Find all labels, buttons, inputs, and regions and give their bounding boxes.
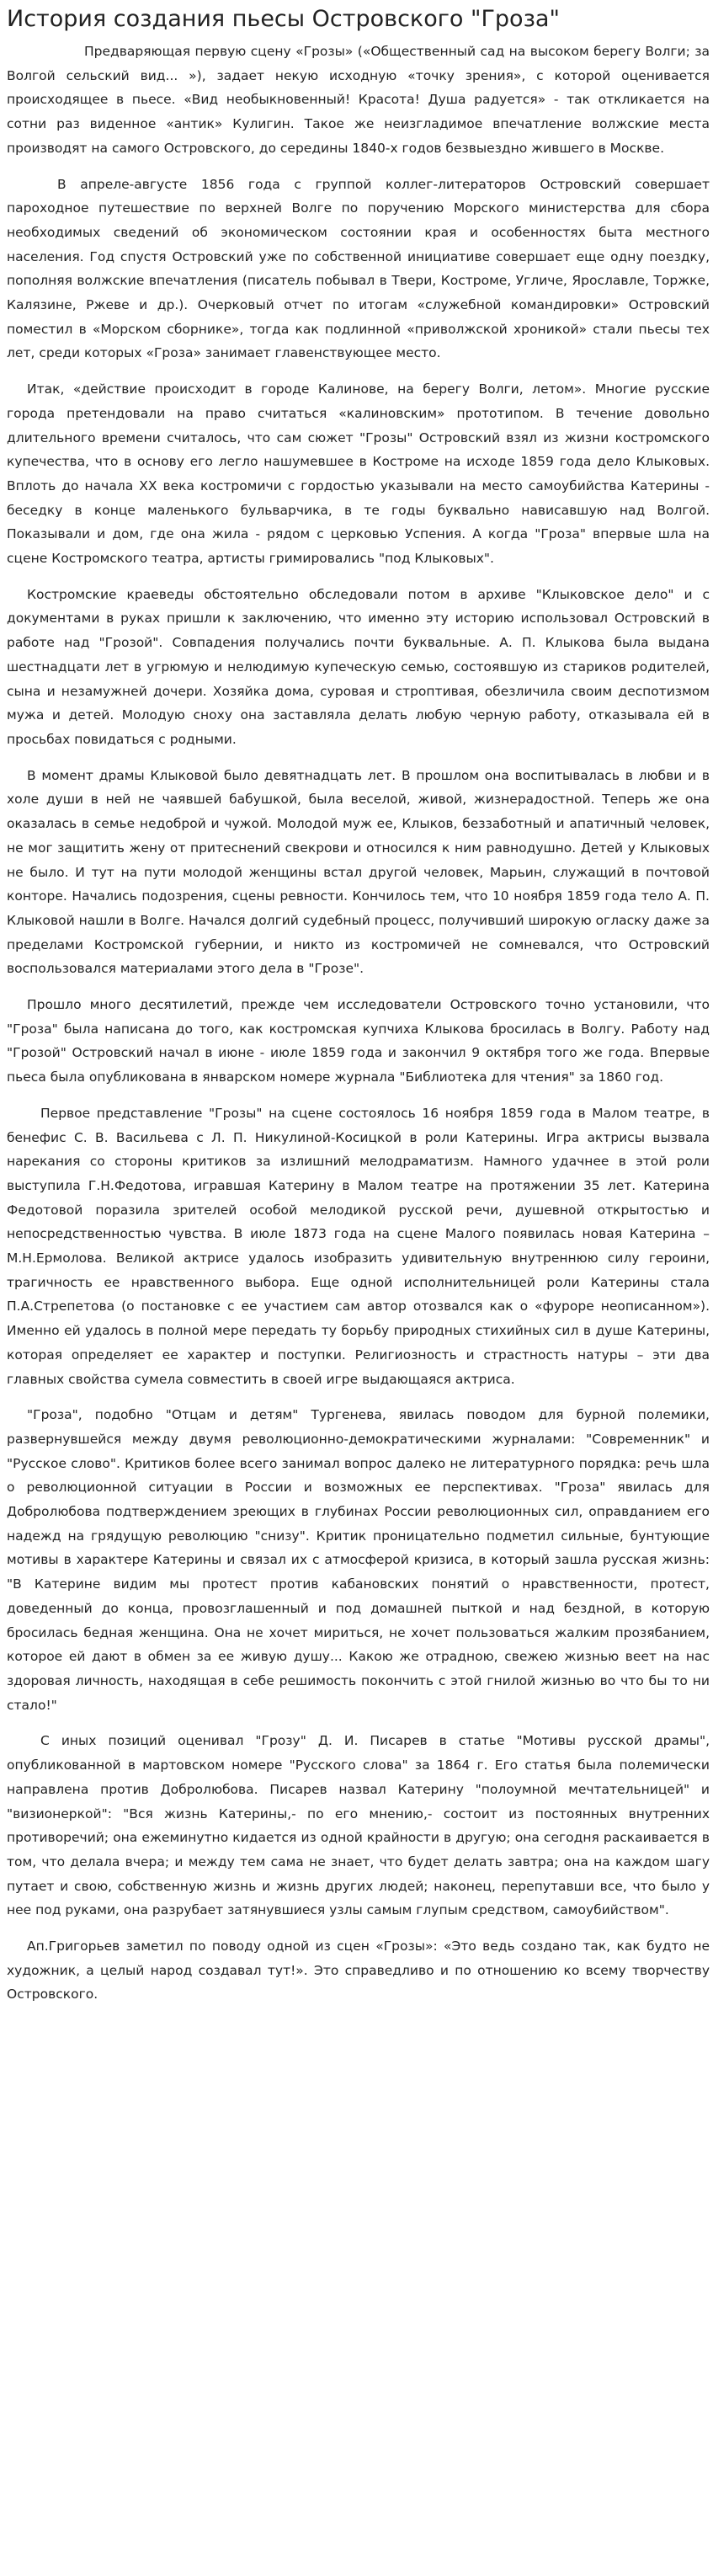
paragraph-klykova-drama: В момент драмы Клыковой было девятнадцать лет. В прошлом она воспитывалась в любви и в холе души в ней не чаявшей бабушкой, была веселой, живой, жизнерадостной. Теперь же она оказалась в семье недоброй и чужой. Молодой муж ее, Клыков, беззаботный и апатичный человек, не мог защитить жену от притеснений свекрови и относился к ним равнодушно. Детей у Клыковых не было. И тут на пути молодой женщины встал другой человек, Марьин, служащий в почтовой конторе. Начались подозрения, сцены ревности. Кончилось тем, что 10 ноября 1859 года тело А. П. Клыковой нашли в Волге. Начался долгий судебный процесс, получивший широкую огласку даже за пределами Костромской губернии, и никто из костромичей не сомневался, что Островский воспользовался материалами этого дела в "Грозе". — [7, 767, 710, 977]
paragraph-kalinov: Итак, «действие происходит в городе Калинове, на берегу Волги, летом». Многие русские города претендовали на право считаться «калиновским» прототипом. В течение довольно длительного времени считалось, что сам сюжет "Грозы" Островский взял из жизни костромского купечества, что в основу его легло нашумевшее в Костроме на исходе 1859 года дело Клыковых. Вплоть до начала XX века костромичи с гордостью указывали на место самоубийства Катерины - беседку в конце маленького бульварчика, в те годы буквально нависавшую над Волгой. Показывали и дом, где она жила - рядом с церковью Успения. А когда "Гроза" впервые шла на сцене Костромского театра, артисты гримировались "под Клыковых". — [7, 381, 710, 567]
article-title: История создания пьесы Островского "Гроза" — [7, 6, 560, 32]
paragraph-grigoriev: Ап.Григорьев заметил по поводу одной из сцен «Грозы»: «Это ведь создано так, как будто не художник, а целый народ создавал тут!». Это справедливо и по отношению ко всему творчеству Островского. — [7, 1939, 710, 2003]
paragraph-pisarev: С иных позиций оценивал "Грозу" Д. И. Писарев в статье "Мотивы русской драмы", опубликованной в мартовском номере "Русского слова" за 1864 г. Его статья была полемически направлена против Добролюбова. Писарев назвал Катерину "полоумной мечтательницей" и "визионеркой": "Вся жизнь Катерины,- по его мнению,- состоит из постоянных внутренних противоречий; она ежеминутно кидается из одной крайности в другую; она сегодня раскаивается в том, что делала вчера; и между тем сама не знает, что будет делать завтра; она на каждом шагу путает и свою, собственную жизнь и жизнь других людей; наконец, перепутавши все, что было у нее под руками, она разрубает затянувшиеся узлы самым глупым средством, самоубийством". — [7, 1733, 710, 1918]
paragraph-writing-dates: Прошло много десятилетий, прежде чем исследователи Островского точно установили, что "Гроза" была написана до того, как костромская купчиха Клыкова бросилась в Волгу. Работу над "Грозой" Островский начал в июне - июле 1859 года и закончил 9 октября того же года. Впервые пьеса была опубликована в январском номере журнала "Библиотека для чтения" за 1860 год. — [7, 997, 710, 1085]
paragraph-intro: Предваряющая первую сцену «Грозы» («Общественный сад на высоком берегу Волги; за Волгой сельский вид... »), задает некую исходную «точку зрения», с которой оценивается происходящее в пьесе. «Вид необыкновенный! Красота! Душа радуется» - так откликается на сотни раз виденное «антик» Кулигин. Такое же неизгладимое впечатление волжские места производят на самого Островского, до середины 1840-х годов безвыездно жившего в Москве. — [7, 44, 710, 156]
paragraph-volga-trip: В апреле-августе 1856 года с группой коллег-литераторов Островский совершает пароходное путешествие по верхней Волге по поручению Морского министерства для сбора необходимых сведений об экономическом состоянии края и особенностях быта местного населения. Год спустя Островский уже по собственной инициативе совершает еще одну поездку, пополняя волжские впечатления (писатель побывал в Твери, Костроме, Угличе, Ярославле, Торжке, Калязине, Ржеве и др.). Очерковый отчет по итогам «служебной командировки» Островский поместил в «Морском сборнике», тогда как подлинной «приволжской хроникой» стали пьесы тех лет, среди которых «Гроза» занимает главенствующее место. — [7, 176, 710, 361]
paragraph-klykov-case: Костромские краеведы обстоятельно обследовали потом в архиве "Клыковское дело" и с документами в руках пришли к заключению, что именно эту историю использовал Островский в работе над "Грозой". Совпадения получались почти буквальные. А. П. Клыкова была выдана шестнадцати лет в угрюмую и нелюдимую купеческую семью, состоявшую из стариков родителей, сына и незамужней дочери. Хозяйка дома, суровая и строптивая, обезличила своим деспотизмом мужа и детей. Молодую сноху она заставляла делать любую черную работу, отказывала ей в просьбах повидаться с родными. — [7, 586, 710, 747]
paragraph-polemics: "Гроза", подобно "Отцам и детям" Тургенева, явилась поводом для бурной полемики, развернувшейся между двумя революционно-демократическими журналами: "Современник" и "Русское слово". Критиков более всего занимал вопрос далеко не литературного порядка: речь шла о революционной ситуации в России и возможных ее перспективах. "Гроза" явилась для Добролюбова подтверждением зреющих в глубинах России революционных сил, оправданием его надежд на грядущую революцию "снизу". Критик проницательно подметил сильные, бунтующие мотивы в характере Катерины и связал их с атмосферой кризиса, в который зашла русская жизнь: "В Катерине видим мы протест против кабановских понятий о нравственности, протест, доведенный до конца, провозглашенный и под домашней пыткой и над бездной, в которую бросилась бедная женщина. Она не хочет мириться, не хочет пользоваться жалким прозябанием, которое ей дают в обмен за ее живую душу... Какою же отрадною, свежею жизнью веет на нас здоровая личность, находящая в себе решимость покончить с этой гнилой жизнью во что бы то ни стало!" — [7, 1407, 710, 1713]
paragraph-first-performance: Первое представление "Грозы" на сцене состоялось 16 ноября 1859 года в Малом театре, в бенефис С. В. Васильева с Л. П. Никулиной-Косицкой в роли Катерины. Игра актрисы вызвала нарекания со стороны критиков за излишний мелодраматизм. Намного удачнее в этой роли выступила Г.Н.Федотова, игравшая Катерину в Малом театре на протяжении 35 лет. Катерина Федотовой поразила зрителей особой мелодикой русской речи, душевной открытостью и непосредственностью чувства. В июле 1873 года на сцене Малого появилась новая Катерина – М.Н.Ермолова. Великой актрисе удалось изобразить удивительную внутреннюю силу героини, трагичность ее нравственного выбора. Еще одной исполнительницей роли Катерины стала П.А.Стрепетова (о постановке с ее участием сам автор отозвался как о «фуроре неописанном»). Именно ей удалось в полной мере передать ту борьбу природных стихийных сил в душе Катерины, которая определяет ее характер и поступки. Религиозность и страстность натуры – эти два главных свойства сумела совместить в своей игре выдающаяся актриса. — [7, 1105, 710, 1387]
